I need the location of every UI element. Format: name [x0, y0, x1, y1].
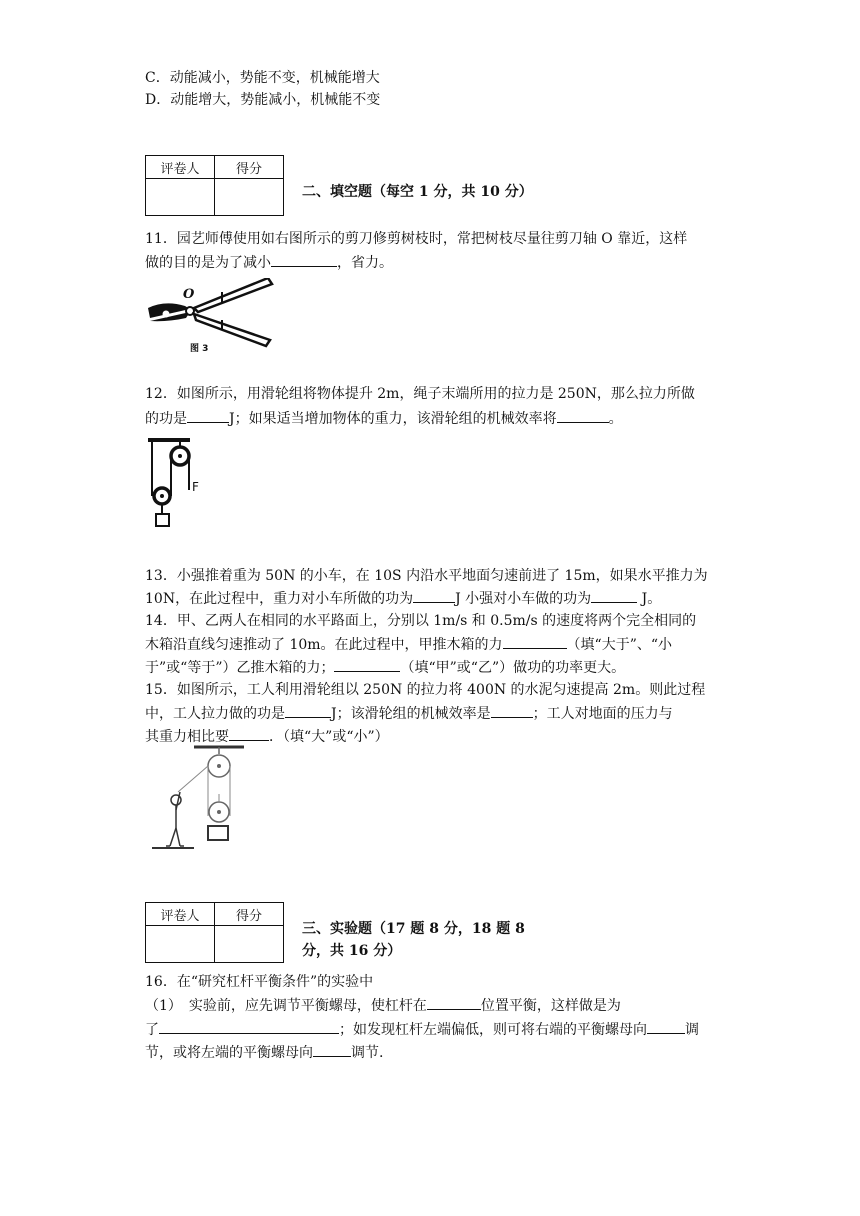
q13-line2: 10N，在此过程中，重力对小车所做的功为 J 小强对小车做的功为 J。: [145, 588, 661, 609]
axis-o-label: O: [183, 287, 195, 302]
q16-line2: （1） 实验前，应先调节平衡螺母，使杠杆在 位置平衡，这样做是为: [145, 995, 621, 1016]
q14-blank-force[interactable]: [503, 634, 567, 649]
q12-line2: 的功是 J；如果适当增加物体的重力，该滑轮组的机械效率将 。: [145, 408, 623, 429]
score-header: 得分: [215, 903, 284, 926]
q16-line1: 16．在“研究杠杆平衡条件”的实验中: [145, 974, 374, 990]
force-f-label: F: [192, 480, 199, 494]
q15-line1: 15．如图所示，工人利用滑轮组以 250N 的拉力将 400N 的水泥匀速提高 2m。则此过程: [145, 682, 706, 698]
q14-blank-power[interactable]: [334, 657, 400, 672]
q14-line2: 木箱沿直线匀速推动了 10m。在此过程中，甲推木箱的力 （填“大于”、“小: [145, 634, 672, 655]
reviewer-header: 评卷人: [146, 156, 215, 179]
scissors-figure: [140, 278, 280, 358]
q16-blank-right-nut[interactable]: [647, 1019, 685, 1034]
q11-blank[interactable]: [271, 252, 337, 267]
score-cell[interactable]: [215, 926, 284, 963]
q16-blank-left-nut[interactable]: [313, 1042, 351, 1057]
q12-line1: 12．如图所示，用滑轮组将物体提升 2m，绳子末端所用的拉力是 250N，那么拉力所做: [145, 386, 695, 402]
reviewer-cell[interactable]: [146, 179, 215, 216]
q16-blank-position[interactable]: [427, 995, 481, 1010]
pulley-figure-2: [144, 744, 254, 854]
figure-3-label: 图 3: [190, 344, 209, 354]
q15-line3: 其重力相比要 ．（填“大”或“小”）: [145, 726, 389, 747]
q16-line3: 了 ；如发现杠杆左端偏低，则可将右端的平衡螺母向 调: [145, 1019, 699, 1040]
q12-blank-efficiency[interactable]: [557, 408, 609, 423]
q16-blank-purpose[interactable]: [159, 1019, 339, 1034]
option-c: C．动能减小，势能不变，机械能增大: [145, 70, 380, 86]
q13-line1: 13．小强推着重为 50N 的小车，在 10S 内沿水平地面匀速前进了 15m，如果水平推力为: [145, 568, 708, 584]
q15-blank-pressure[interactable]: [229, 726, 269, 741]
q16-line4: 节，或将左端的平衡螺母向 调节.: [145, 1042, 383, 1063]
option-d: D．动能增大，势能减小，机械能不变: [145, 92, 381, 108]
section-3-title-line2: 分，共 16 分）: [302, 943, 402, 959]
reviewer-header: 评卷人: [146, 903, 215, 926]
score-table: [145, 155, 284, 216]
q12-blank-work[interactable]: [187, 408, 229, 423]
reviewer-cell[interactable]: [146, 926, 215, 963]
pulley-figure-1: [140, 436, 210, 531]
q15-blank-efficiency[interactable]: [491, 703, 533, 718]
q11-line2: 做的目的是为了减小 ，省力。: [145, 252, 393, 273]
score-table-2: [145, 902, 284, 963]
q15-line2: 中，工人拉力做的功是 J；该滑轮组的机械效率是 ；工人对地面的压力与: [145, 703, 673, 724]
section-3-title-line1: 三、实验题（17 题 8 分，18 题 8: [302, 921, 525, 937]
section-2-title: 二、填空题（每空 1 分，共 10 分）: [302, 184, 533, 200]
q14-line3: 于”或“等于”）乙推木箱的力； （填“甲”或“乙”）做功的功率更大。: [145, 657, 625, 678]
q15-blank-work[interactable]: [285, 703, 331, 718]
q14-line1: 14．甲、乙两人在相同的水平路面上，分别以 1m/s 和 0.5m/s 的速度将两个完全相同的: [145, 613, 697, 629]
q11-line1: 11．园艺师傅使用如右图所示的剪刀修剪树枝时，常把树枝尽量往剪刀轴 O 靠近，这样: [145, 231, 688, 247]
q13-blank-push-work[interactable]: [591, 588, 637, 603]
q13-blank-gravity-work[interactable]: [413, 588, 455, 603]
score-header: 得分: [215, 156, 284, 179]
score-cell[interactable]: [215, 179, 284, 216]
